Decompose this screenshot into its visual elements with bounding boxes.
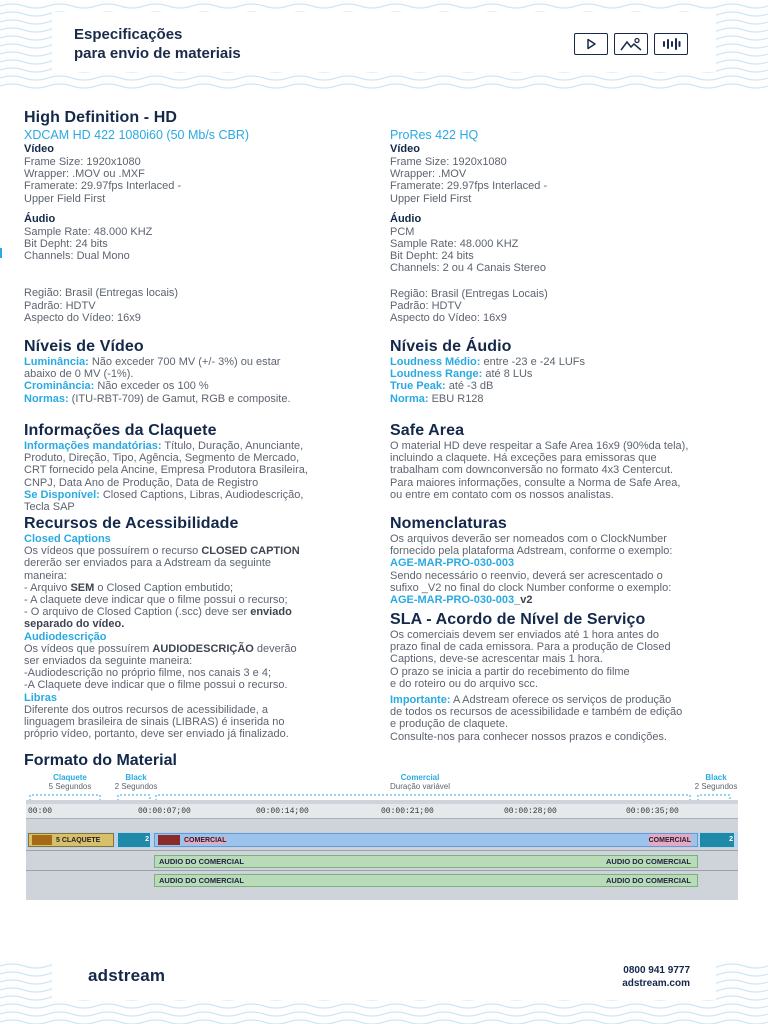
spec-line: Wrapper: .MOV ou .MXF	[24, 168, 145, 181]
kv-value: Título, Duração, Anunciante,	[161, 440, 304, 452]
kv-key: Loudness Médio:	[390, 356, 481, 368]
text-line: - A claquete deve indicar que o filme possui o recurso;	[24, 594, 288, 607]
spec-line: Frame Size: 1920x1080	[24, 156, 141, 168]
text-bold: enviado	[250, 606, 292, 619]
media-type-icons	[574, 33, 688, 55]
audio-label: AUDIO DO COMERCIAL	[606, 857, 691, 866]
text-line: -Audiodescrição no próprio filme, nos canais 3 e 4;	[24, 667, 272, 680]
spec-line: Channels: Dual Mono	[24, 250, 130, 263]
text-line: incluindo a claquete. Há exceções para emissoras que	[390, 452, 657, 465]
prores-title: ProRes 422 HQ	[390, 128, 479, 142]
timecode: 00:00:14;00	[256, 807, 309, 816]
text-line: ser enviados da seguinte maneira:	[24, 655, 193, 668]
text-fragment: o Closed Caption embutido;	[94, 581, 234, 594]
kv-key: Loudness Range:	[390, 368, 483, 381]
segment-title: Comercial	[400, 773, 440, 782]
segment-title: Black	[125, 773, 147, 782]
spec-line: Aspecto do Vídeo: 16x9	[24, 311, 141, 324]
kv-value: Não exceder 700 MV (+/- 3%) ou estar	[88, 356, 281, 368]
hd-title: High Definition - HD	[24, 109, 178, 126]
clip-label: 2	[145, 836, 149, 843]
text-line: Consulte-nos para conhecer nossos prazos e condições.	[390, 730, 667, 743]
spec-line: Padrão: HDTV	[24, 299, 96, 312]
spec-line: Bit Depht: 24 bits	[390, 250, 474, 263]
clip-black-1[interactable]	[118, 833, 150, 847]
text-line: de todos os recursos de acessibilidade e também de edição	[390, 706, 683, 719]
segment-label-black-2	[684, 773, 748, 791]
spec-line: Upper Field First	[390, 192, 472, 205]
kv-value: Closed Captions, Libras, Audiodescrição,	[99, 488, 304, 501]
segment-duration: 5 Segundos	[48, 782, 92, 791]
text-fragment: deverão	[253, 642, 297, 655]
audio-clip-1[interactable]	[154, 855, 698, 868]
clip-label: 2	[729, 836, 733, 843]
segment-label-claquete	[38, 773, 102, 791]
text-line: e produção de claquete.	[390, 718, 509, 731]
kv-key: Informações mandatórias:	[24, 440, 162, 452]
kv-key: True Peak:	[390, 380, 446, 393]
kv-value: até 8 LUs	[482, 368, 533, 381]
spec-line: Padrão: HDTV	[390, 299, 462, 312]
spec-line: Framerate: 29.97fps Interlaced -	[24, 180, 182, 193]
audio-icon	[654, 33, 688, 55]
segment-duration: Duração variável	[389, 782, 451, 791]
audio-label: AUDIO DO COMERCIAL	[606, 876, 691, 885]
text-fragment: - Arquivo	[24, 581, 71, 594]
text-fragment: Os vídeos que possuírem	[24, 642, 153, 655]
text-line: -A Claquete deve indicar que o filme possui o recurso.	[24, 679, 288, 692]
text-line: linguagem brasileira de sinais (LIBRAS) é inserida no	[24, 716, 285, 729]
spec-line: Wrapper: .MOV	[390, 168, 467, 181]
xdcam-title: XDCAM HD 422 1080i60 (50 Mb/s CBR)	[24, 128, 250, 142]
text-line: sufixo _V2 no final do clock Number conforme o exemplo:	[390, 581, 672, 594]
clip-label: COMERCIAL	[184, 837, 227, 844]
spec-line: Frame Size: 1920x1080	[390, 156, 507, 168]
xdcam-audio-label: Áudio	[24, 212, 56, 225]
kv-value: EBU R128	[428, 392, 484, 405]
timecode: 00:00:35;00	[626, 807, 679, 816]
adstream-logo[interactable]: adstream	[88, 966, 166, 985]
accessibility-section	[24, 514, 374, 740]
kv-value: até -3 dB	[445, 380, 494, 393]
text-line: maneira:	[24, 569, 67, 582]
text-line: O material HD deve respeitar a Safe Area 16x9 (90%da tela),	[390, 440, 689, 452]
text-line: CRT fornecido pela Ancine, Empresa Produtora Brasileira,	[24, 464, 308, 477]
play-icon	[574, 33, 608, 55]
track-divider	[26, 850, 738, 851]
spec-line: PCM	[390, 225, 415, 238]
text-line: O prazo se inicia a partir do recebimento do filme	[390, 665, 630, 678]
sla-section	[390, 610, 740, 743]
text-bold: AUDIODESCRIÇÃO	[152, 642, 254, 655]
audio-clip-2[interactable]	[154, 874, 698, 887]
segment-label-black-1	[104, 773, 168, 791]
kv-value: entre -23 e -24 LUFs	[480, 356, 586, 368]
text-line: e do roteiro ou do arquivo scc.	[390, 677, 538, 690]
timecode: 00:00:21;00	[381, 807, 434, 816]
timeline-ruler	[26, 804, 738, 819]
phone-number[interactable]: 0800 941 9777	[623, 965, 690, 976]
xdcam-video-label: Vídeo	[24, 143, 54, 155]
prores-video-label: Vídeo	[390, 143, 420, 155]
kv-key: Se Disponível:	[24, 488, 100, 501]
spec-line: Channels: 2 ou 4 Canais Stereo	[390, 262, 546, 275]
text-fragment: - O arquivo de Closed Caption (.scc) deve ser	[24, 606, 251, 619]
kv-key: Crominância:	[24, 380, 95, 393]
title-line-1: Especificações	[74, 26, 183, 43]
audio-levels-section	[390, 337, 740, 405]
safe-area-section	[390, 421, 740, 501]
spec-line: Aspecto do Vídeo: 16x9	[390, 312, 507, 325]
example-code: AGE-MAR-PRO-030-003	[390, 557, 515, 570]
sla-title: SLA - Acordo de Nível de Serviço	[390, 611, 646, 628]
image-icon	[614, 33, 648, 55]
clip-label: COMERCIAL	[649, 834, 691, 847]
text-line: próprio vídeo, portanto, deve ser enviado já finalizado.	[24, 728, 289, 741]
text-bold: separado do vídeo.	[24, 618, 125, 631]
kv-value: A Adstream oferece os serviços de produção	[450, 694, 672, 707]
segment-title: Black	[705, 773, 727, 782]
timecode: 00:00:28;00	[504, 807, 557, 816]
audio-levels-title: Níveis de Áudio	[390, 338, 512, 355]
format-title: Formato do Material	[24, 752, 177, 769]
libras-subtitle: Libras	[24, 691, 58, 704]
text-bold: CLOSED CAPTION	[201, 545, 300, 558]
text-line: CNPJ, Data Ano de Produção, Data de Registro	[24, 476, 259, 489]
title-line-2: para envio de materiais	[74, 45, 241, 62]
video-levels-title: Níveis de Vídeo	[24, 338, 144, 355]
spec-line: Sample Rate: 48.000 KHZ	[24, 225, 153, 238]
safe-area-title: Safe Area	[390, 422, 465, 439]
timecode: 00:00	[28, 807, 53, 816]
cc-subtitle: Closed Captions	[24, 533, 111, 545]
spec-line: Framerate: 29.97fps Interlaced -	[390, 180, 548, 193]
text-line: Diferente dos outros recursos de acessibilidade, a	[24, 703, 268, 716]
spec-line: Região: Brasil (Entregas Locais)	[390, 287, 548, 300]
text-bold: SEM	[70, 581, 95, 594]
text-line: Os comerciais devem ser enviados até 1 hora antes do	[390, 629, 660, 641]
text-line: ou entre em contato com os nossos analistas.	[390, 488, 614, 501]
segment-title: Claquete	[53, 773, 87, 782]
example-suffix: _v2	[514, 594, 533, 607]
kv-key: Luminância:	[24, 356, 89, 368]
website-link[interactable]: adstream.com	[622, 978, 690, 989]
clip-black-2[interactable]	[700, 833, 734, 847]
prores-audio-label: Áudio	[390, 212, 422, 225]
text-line: Os arquivos deverão ser nomeados com o ClockNumber	[390, 533, 667, 545]
accent-tick	[0, 248, 2, 258]
clip-thumbnail	[32, 835, 52, 845]
text-fragment: Os vídeos que possuírem o recurso	[24, 545, 202, 558]
spec-line: Bit Depht: 24 bits	[24, 238, 108, 251]
page-title	[74, 25, 241, 63]
claquete-section	[24, 421, 374, 513]
editor-timeline[interactable]	[26, 800, 738, 900]
text-line: Para maiores informações, consulte a Norma de Safe Area,	[390, 476, 681, 489]
kv-value: Não exceder os 100 %	[94, 380, 209, 393]
text-line: Sendo necessário o reenvio, deverá ser acrescentado o	[390, 569, 663, 582]
accessibility-title: Recursos de Acessibilidade	[24, 515, 239, 532]
kv-value: abaixo de 0 MV (-1%).	[24, 368, 134, 381]
kv-key: Norma:	[390, 392, 429, 405]
nomenclature-section	[390, 514, 740, 606]
prores-section	[390, 127, 740, 324]
kv-value: (ITU-RBT-709) de Gamut, RGB e composite.	[68, 392, 291, 405]
clip-claquete[interactable]	[28, 833, 114, 847]
clip-thumbnail	[158, 835, 180, 845]
segment-duration: 2 Segundos	[694, 782, 738, 791]
clip-label: 5 CLAQUETE	[56, 837, 101, 844]
text-line: dererão ser enviados para a Adstream da seguinte	[24, 557, 272, 570]
text-line: prazo final de cada emissora. Para a produção de Closed	[390, 641, 671, 654]
kv-key: Normas:	[24, 392, 69, 405]
nomenclature-title: Nomenclaturas	[390, 515, 507, 532]
spec-line: Região: Brasil (Entregas locais)	[24, 287, 179, 300]
segment-duration: 2 Segundos	[114, 782, 158, 791]
timecode: 00:00:07;00	[138, 807, 191, 816]
text-line: Produto, Direção, Tipo, Agência, Segmento de Mercado,	[24, 452, 300, 465]
text-line: trabalham com downconversão no formato 4x3 Centercut.	[390, 464, 674, 477]
claquete-title: Informações da Claquete	[24, 422, 217, 439]
segment-label-comercial	[370, 773, 470, 791]
clip-comercial[interactable]	[154, 833, 698, 847]
text-line: Tecla SAP	[24, 501, 75, 514]
video-levels-section	[24, 337, 374, 405]
header-card	[52, 12, 716, 72]
hd-section	[24, 108, 374, 324]
ad-subtitle: Audiodescrição	[24, 630, 107, 643]
text-line: fornecido pela plataforma Adstream, conforme o exemplo:	[390, 545, 673, 558]
footer-contact	[622, 964, 690, 990]
track-divider	[26, 870, 738, 871]
audio-label: AUDIO DO COMERCIAL	[159, 876, 244, 885]
spec-line: Sample Rate: 48.000 KHZ	[390, 238, 519, 251]
kv-key: Importante:	[390, 694, 451, 707]
audio-label: AUDIO DO COMERCIAL	[159, 857, 244, 866]
text-line: Captions, deve-se acrescentar mais 1 hora.	[390, 653, 603, 666]
example-code: AGE-MAR-PRO-030-003	[390, 594, 515, 607]
spec-line: Upper Field First	[24, 192, 106, 205]
